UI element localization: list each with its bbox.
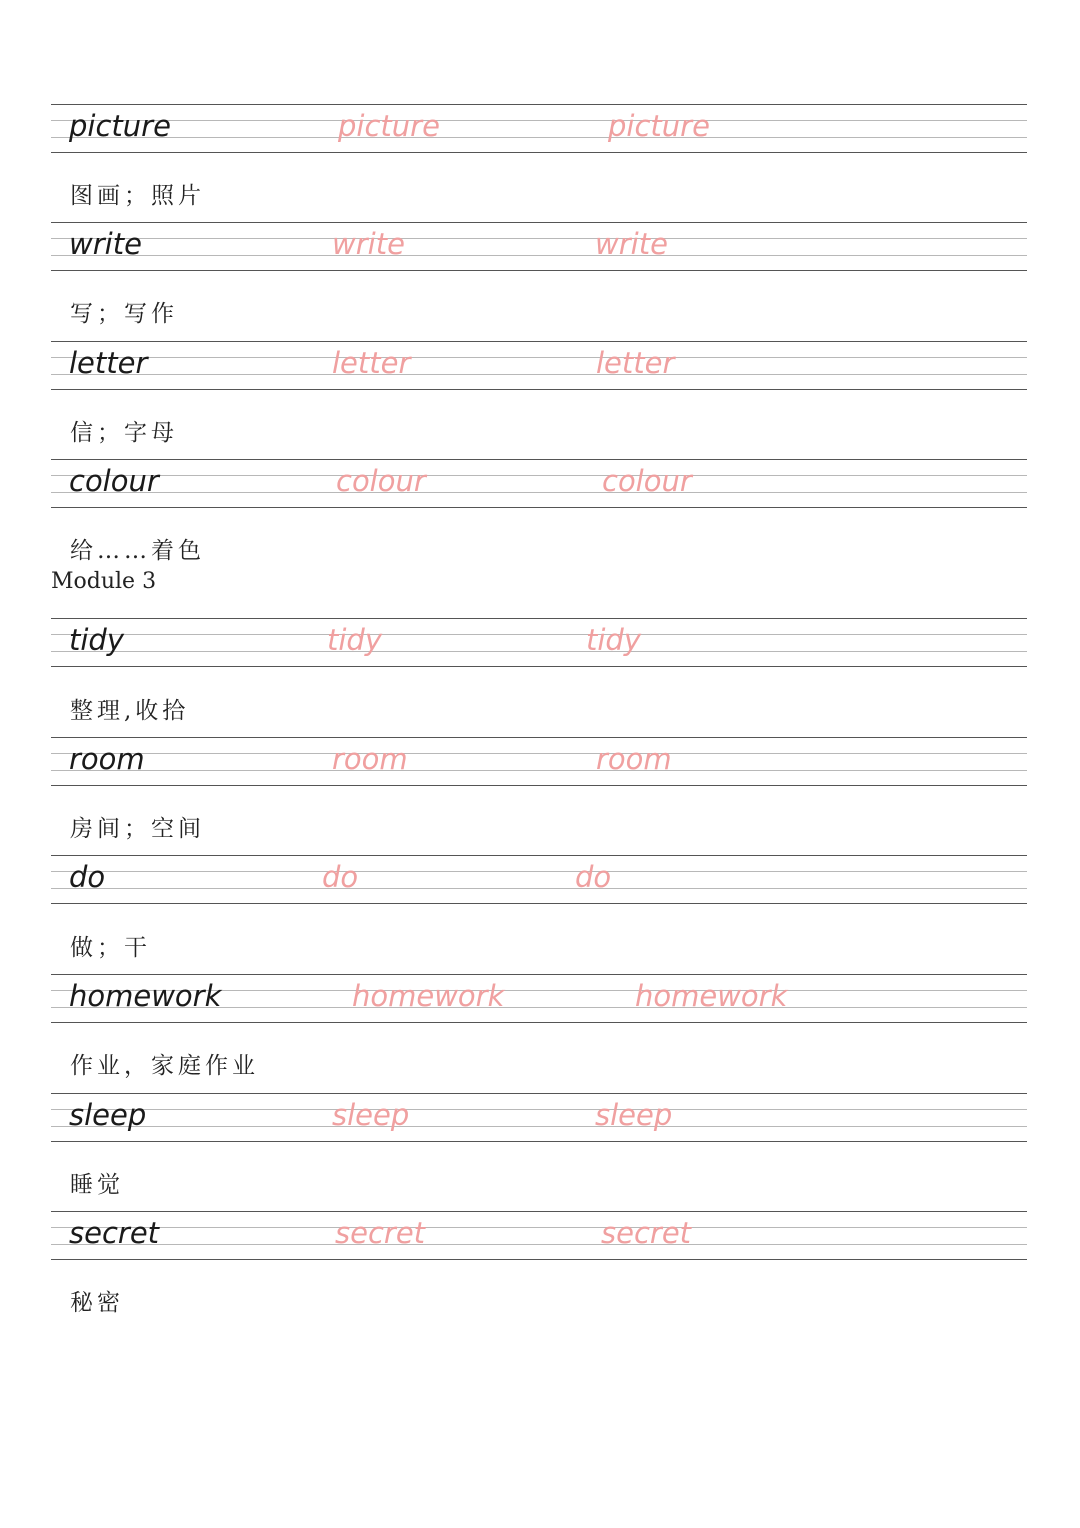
word-meaning: 作业，家庭作业 [70, 1053, 259, 1079]
word-meaning: 睡觉 [70, 1172, 124, 1198]
trace-word-1: do [322, 860, 359, 894]
top-rule [51, 341, 1027, 342]
bottom-rule [51, 152, 1027, 153]
trace-word-2: homework [635, 979, 788, 1013]
vocab-word: picture [69, 109, 171, 143]
vocab-word: room [69, 742, 145, 776]
vocab-word: sleep [69, 1098, 147, 1132]
bottom-rule [51, 507, 1027, 508]
vocab-word: letter [69, 346, 148, 380]
word-row-letter [51, 341, 1027, 391]
vocab-word: write [69, 227, 142, 261]
guide-line [51, 888, 1027, 889]
guide-line [51, 238, 1027, 239]
vocab-word: secret [69, 1216, 160, 1250]
guide-line [51, 770, 1027, 771]
vocab-word: colour [69, 464, 159, 498]
top-rule [51, 737, 1027, 738]
word-meaning: 房间；空间 [70, 816, 205, 842]
word-meaning: 信；字母 [70, 420, 178, 446]
word-row-write [51, 222, 1027, 272]
trace-word-1: room [332, 742, 408, 776]
bottom-rule [51, 666, 1027, 667]
trace-word-2: sleep [595, 1098, 673, 1132]
top-rule [51, 974, 1027, 975]
top-rule [51, 855, 1027, 856]
trace-word-1: secret [335, 1216, 426, 1250]
vocab-word: do [69, 860, 106, 894]
word-meaning: 图画；照片 [70, 183, 205, 209]
trace-word-1: sleep [332, 1098, 410, 1132]
guide-line [51, 475, 1027, 476]
bottom-rule [51, 270, 1027, 271]
trace-word-2: do [575, 860, 612, 894]
guide-line [51, 1126, 1027, 1127]
trace-word-1: homework [352, 979, 505, 1013]
top-rule [51, 618, 1027, 619]
word-row-secret [51, 1211, 1027, 1261]
word-row-sleep [51, 1093, 1027, 1143]
trace-word-1: letter [332, 346, 411, 380]
top-rule [51, 1211, 1027, 1212]
word-meaning: 给……着色 [70, 538, 205, 564]
trace-word-1: colour [336, 464, 426, 498]
bottom-rule [51, 1141, 1027, 1142]
guide-line [51, 753, 1027, 754]
trace-word-2: colour [602, 464, 692, 498]
word-meaning: 整理,收拾 [70, 698, 190, 724]
top-rule [51, 1093, 1027, 1094]
bottom-rule [51, 1259, 1027, 1260]
trace-word-1: write [332, 227, 405, 261]
top-rule [51, 104, 1027, 105]
guide-line [51, 492, 1027, 493]
trace-word-1: tidy [327, 623, 382, 657]
guide-line [51, 634, 1027, 635]
word-meaning: 秘密 [70, 1290, 124, 1316]
vocab-word: tidy [69, 623, 124, 657]
trace-word-2: secret [601, 1216, 692, 1250]
word-row-picture [51, 104, 1027, 154]
guide-line [51, 1244, 1027, 1245]
top-rule [51, 459, 1027, 460]
bottom-rule [51, 389, 1027, 390]
word-row-colour [51, 459, 1027, 509]
guide-line [51, 120, 1027, 121]
bottom-rule [51, 785, 1027, 786]
guide-line [51, 871, 1027, 872]
trace-word-1: picture [338, 109, 440, 143]
guide-line [51, 137, 1027, 138]
module-heading: Module 3 [51, 569, 157, 594]
guide-line [51, 374, 1027, 375]
vocab-word: homework [69, 979, 222, 1013]
trace-word-2: letter [596, 346, 675, 380]
bottom-rule [51, 1022, 1027, 1023]
guide-line [51, 1227, 1027, 1228]
word-row-tidy [51, 618, 1027, 668]
word-meaning: 写；写作 [70, 301, 178, 327]
guide-line [51, 1109, 1027, 1110]
word-row-do [51, 855, 1027, 905]
guide-line [51, 357, 1027, 358]
trace-word-2: room [596, 742, 672, 776]
top-rule [51, 222, 1027, 223]
guide-line [51, 255, 1027, 256]
trace-word-2: picture [608, 109, 710, 143]
word-meaning: 做；干 [70, 935, 151, 961]
trace-word-2: tidy [586, 623, 641, 657]
trace-word-2: write [595, 227, 668, 261]
bottom-rule [51, 903, 1027, 904]
guide-line [51, 651, 1027, 652]
word-row-homework [51, 974, 1027, 1024]
word-row-room [51, 737, 1027, 787]
